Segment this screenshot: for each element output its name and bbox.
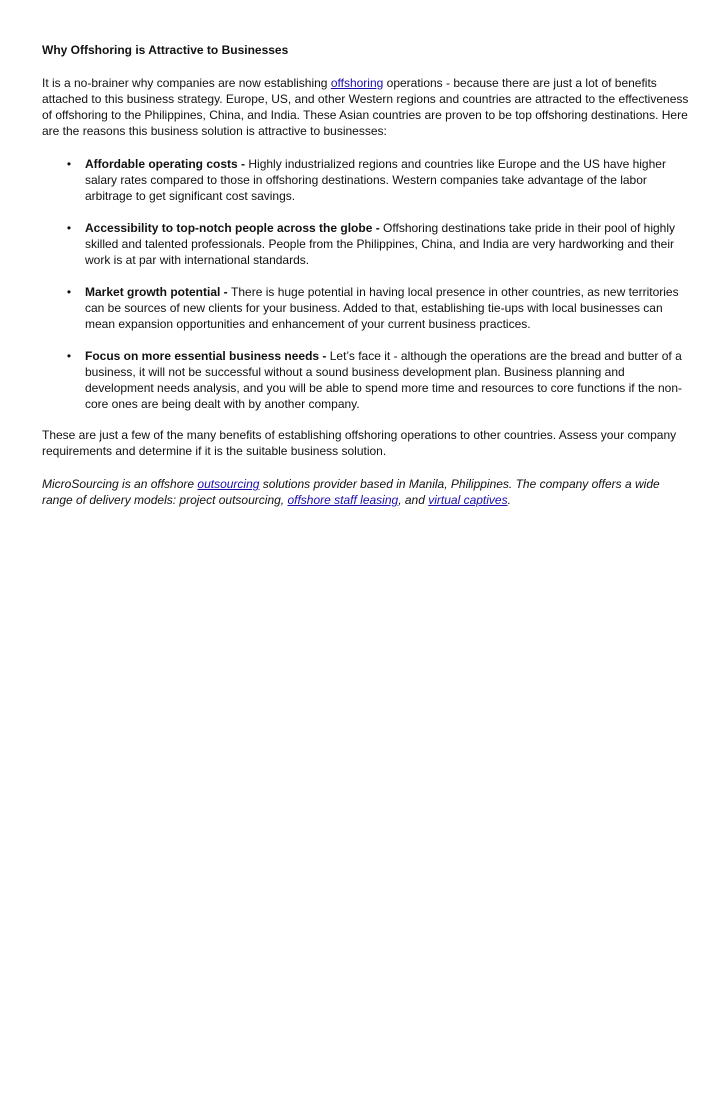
document-title: Why Offshoring is Attractive to Businesses <box>42 43 289 57</box>
benefit-heading: Accessibility to top-notch people across the globe - <box>85 221 384 235</box>
company-footer <box>42 476 692 508</box>
bullet-icon: • <box>66 285 72 299</box>
intro-text-end: operations - because there are just a lot of benefits attached to this business strategy. Europe, US, and other Western regions and countries are attracted to the effectiveness of offshoring to the Philippines, China, and India. These Asian countries are proven to be top offshoring destinations. Here are the reasons this business solution is attractive to businesses: <box>42 76 689 138</box>
intro-paragraph <box>42 75 692 139</box>
bullet-icon: • <box>66 157 72 171</box>
benefit-heading: Affordable operating costs - <box>85 157 249 171</box>
outsourcing-link[interactable]: outsourcing <box>197 477 260 491</box>
footer-text-2: solutions provider based in Manila, Philippines. The company offers a wide range of delivery models: project outsourcing, <box>42 477 660 507</box>
bullet-icon: • <box>66 349 72 363</box>
virtual-captives-link[interactable]: virtual captives <box>428 493 508 507</box>
offshore-staff-leasing-link[interactable]: offshore staff leasing <box>287 493 399 507</box>
benefit-text: There is huge potential in having local presence in other countries, as new territories can be sources of new clients for your business. Added to that, establishing tie-ups with local businesses can mean expansion opportunities and enhancement of your current business practices. <box>85 285 679 331</box>
footer-text-1: MicroSourcing is an offshore <box>42 477 198 491</box>
footer-text-3: , and <box>398 493 429 507</box>
benefit-heading: Market growth potential - <box>85 285 232 299</box>
offshoring-link[interactable]: offshoring <box>330 76 384 90</box>
benefit-text: Highly industrialized regions and countries like Europe and the US have higher salary rates compared to those in offshoring destinations. Western companies take advantage of the labor arbitrage to get significant cost savings. <box>85 157 666 203</box>
benefit-text: Let’s face it - although the operations are the bread and butter of a business, it will not be successful without a sound business development plan. Business planning and development needs analysis, and you will be able to spend more time and resources to core functions if the non-core ones are being dealt with by another company. <box>85 349 683 411</box>
intro-text-start: It is a no-brainer why companies are now establishing <box>42 76 331 90</box>
footer-text-4: . <box>507 493 511 507</box>
list-item <box>42 156 692 204</box>
benefit-heading: Focus on more essential business needs - <box>85 349 330 363</box>
list-item <box>42 220 692 268</box>
benefit-text: Offshoring destinations take pride in their pool of highly skilled and talented professionals. People from the Philippines, China, and India are very hardworking and their work is at par with international standards. <box>85 221 676 267</box>
benefits-list <box>42 156 692 412</box>
list-item <box>42 348 692 412</box>
closing-paragraph: These are just a few of the many benefits of establishing offshoring operations to other countries. Assess your company requirements and determine if it is the suitable business solution. <box>42 428 677 458</box>
list-item <box>42 284 692 332</box>
document-page <box>42 42 692 508</box>
bullet-icon: • <box>66 221 72 235</box>
